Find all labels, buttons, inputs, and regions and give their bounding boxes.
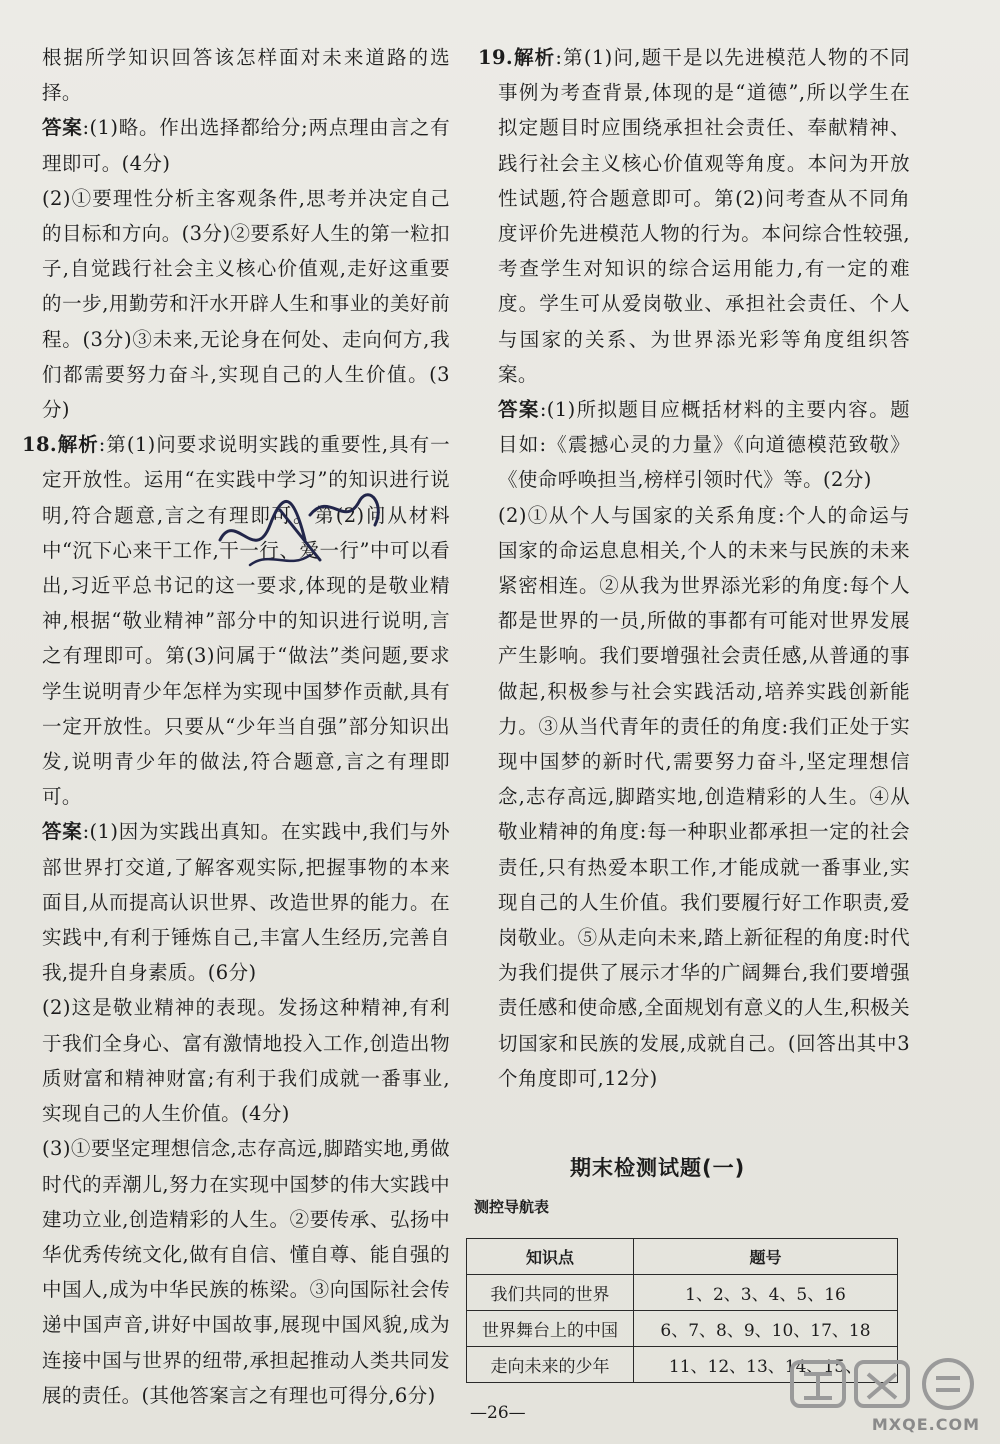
page-number: —26— [470, 1403, 526, 1423]
answer-text: :(1)所拟题目应概括材料的主要内容。题目如:《震撼心灵的力量》《向道德模范致敬》《使命呼唤担当,榜样引领时代》等。(2分) [498, 398, 910, 492]
table-header-cell: 知识点 [467, 1239, 634, 1275]
right-column [478, 40, 910, 1096]
table-cell-topic: 我们共同的世界 [467, 1275, 634, 1311]
watermark [786, 1352, 986, 1436]
answer-label: 答案 [42, 820, 83, 844]
paragraph-answer-18-3: (3)①要坚定理想信念,志存高远,脚踏实地,勇做时代的弄潮儿,努力在实现中国梦的伟大实践中建功立业,创造精彩的人生。②要传承、弘扬中华优秀传统文化,做有自信、懂自尊、能自强的中国人,成为中华民族的栋梁。③向国际社会传递中国声音,讲好中国故事,展现中国风貌,成为连接中国与世界的纽带,承担起推动人类共同发展的责任。(其他答案言之有理也可得分,6分) [42, 1137, 450, 1407]
table-caption: 测控导航表 [474, 1198, 550, 1216]
answer-seal-icon [786, 1352, 986, 1416]
question-number: 18. [22, 433, 58, 457]
table-cell-questions: 1、2、3、4、5、16 [634, 1275, 898, 1311]
paragraph-question-19-analysis [478, 40, 910, 392]
table-header-cell: 题号 [634, 1239, 898, 1275]
analysis-label: 解析 [513, 46, 556, 69]
table-cell-questions: 11、12、13、14、15、 [634, 1347, 898, 1383]
section-title: 期末检测试题(一) [570, 1156, 746, 1180]
answer-label: 答案 [498, 398, 540, 422]
analysis-text: :第(1)问要求说明实践的重要性,具有一定开放性。运用“在实践中学习”的知识进行说明,符合题意,言之有理即可。第(2)问从材料中“沉下心来干工作,干一行、爱一行”中可以看出,习近平总书记的这一要求,体现的是敬业精神,根据“敬业精神”部分中的知识进行说明,言之有理即可。第(3)问属于“做法”类问题,要求学生说明青少年怎样为实现中国梦作贡献,具有一定开放性。只要从“少年当自强”部分知识出发,说明青少年的做法,符合题意,言之有理即可。 [42, 433, 450, 809]
table-cell-questions: 6、7、8、9、10、17、18 [634, 1311, 898, 1347]
paragraph-answer-18-2: (2)这是敬业精神的表现。发扬这种精神,有利于我们全身心、富有激情地投入工作,创造出物质财富和精神财富;有利于我们成就一番事业,实现自己的人生价值。(4分) [42, 996, 450, 1126]
paragraph-answer-19-2: (2)①从个人与国家的关系角度:个人的命运与国家的命运息息相关,个人的未来与民族的未来紧密相连。②从我为世界添光彩的角度:每个人都是世界的一员,所做的事都有可能对世界发展产生影响。我们要增强社会责任感,从普通的事做起,积极参与社会实践活动,培养实践创新能力。③从当代青年的责任的角度:我们正处于实现中国梦的新时代,需要努力奋斗,坚定理想信念,志存高远,脚踏实地,创造精彩的人生。④从敬业精神的角度:每一种职业都承担一定的社会责任,只有热爱本职工作,才能成就一番事业,实现自己的人生价值。我们要履行好工作职责,爱岗敬业。⑤从走向未来,踏上新征程的角度:时代为我们提供了展示才华的广阔舞台,我们要增强责任感和使命感,全面规划有意义的人生,积极关切国家和民族的发展,成就自己。(回答出其中3个角度即可,12分) [498, 503, 910, 1090]
paragraph-answer-17-2: (2)①要理性分析主客观条件,思考并决定自己的目标和方向。(3分)②要系好人生的第一粒扣子,自觉践行社会主义核心价值观,走好这重要的一步,用勤劳和汗水开辟人生和事业的美好前程。(3分)③未来,无论身在何处、走向何方,我们都需要努力奋斗,实现自己的人生价值。(3分) [42, 186, 450, 422]
paragraph-answer-17-1 [22, 110, 450, 180]
paragraph-answer-19-1 [478, 392, 910, 498]
analysis-label: 解析 [57, 433, 99, 457]
analysis-text: :第(1)问,题干是以先进模范人物的不同事例为考查背景,体现的是“道德”,所以学生在拟定题目时应围绕承担社会责任、奉献精神、践行社会主义核心价值观等角度。本问为开放性试题,符合题意即可。第(2)问考查从不同角度评价先进模范人物的行为。本问综合性较强,考查学生对知识的综合运用能力,有一定的难度。学生可从爱岗敬业、承担社会责任、个人与国家的关系、为世界添光彩等角度组织答案。 [498, 46, 910, 386]
table-row [467, 1311, 898, 1347]
table-row [467, 1275, 898, 1311]
paragraph-answer-18-1 [22, 814, 450, 990]
watermark-text: MXQE.COM [871, 1415, 980, 1434]
table-cell-topic: 世界舞台上的中国 [467, 1311, 634, 1347]
answer-label: 答案 [42, 116, 83, 140]
table-header-row [467, 1239, 898, 1275]
answer-text: :(1)略。作出选择都给分;两点理由言之有理即可。(4分) [42, 116, 450, 175]
left-column [22, 40, 450, 1413]
answer-text: :(1)因为实践出真知。在实践中,我们与外部世界打交道,了解客观实际,把握事物的本来面目,从而提高认识世界、改造世界的能力。在实践中,有利于锤炼自己,丰富人生经历,完善自我,提升自身素质。(6分) [42, 820, 450, 985]
handwritten-scribble [210, 470, 390, 580]
question-number: 19. [478, 46, 514, 69]
table-cell-topic: 走向未来的少年 [467, 1347, 634, 1383]
paragraph-intro: 根据所学知识回答该怎样面对未来道路的选择。 [42, 46, 450, 105]
